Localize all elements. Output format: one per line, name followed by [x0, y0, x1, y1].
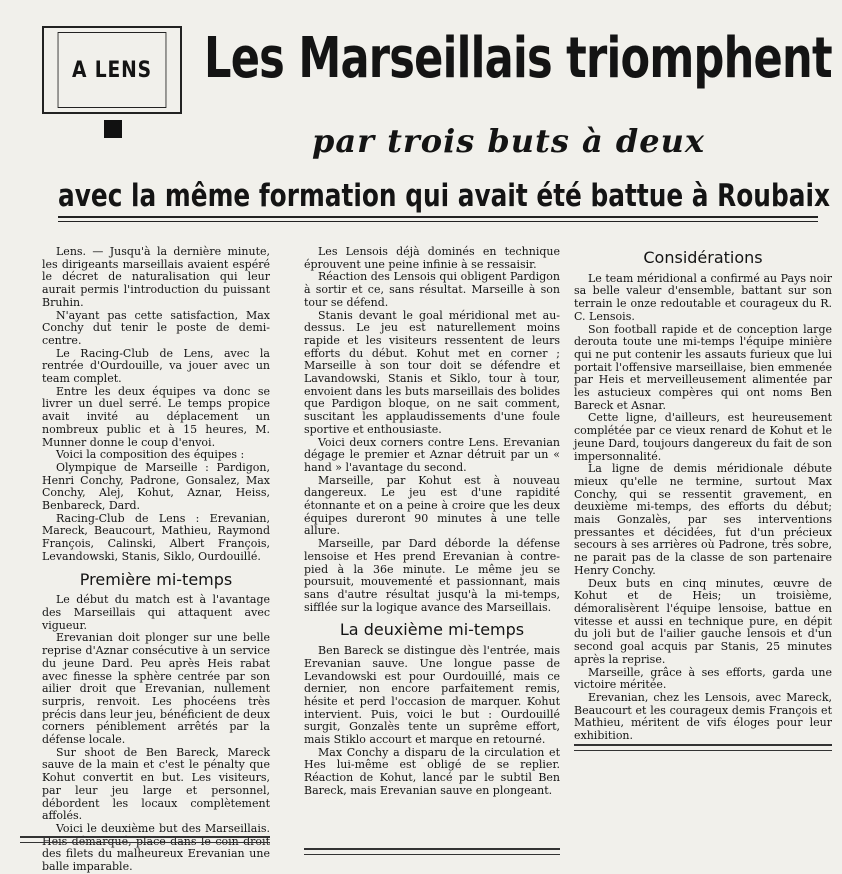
paragraph: Racing-Club de Lens : Erevanian, Mareck, Beaucourt, Mathieu, Raymond François, Calinski, Albert François, Levandowski, Stanis, Siklo, Ourdouillé.: [42, 511, 270, 563]
paragraph: Voici la composition des équipes :: [56, 448, 245, 462]
deck: avec la même formation qui avait été battue à Roubaix: [58, 178, 830, 214]
paragraph: Voici le deuxième but des Marseillais. des filets du malheureux Erevanian une balle imparable.: [42, 821, 270, 874]
paragraph: Voici deux corners contre Lens. Erevanian dégage le premier et Aznar détruit par un « hand » l'avantage du second.: [304, 435, 560, 474]
section-heading: Première mi-temps: [79, 569, 233, 589]
column-1: [42, 246, 270, 874]
column-end-rule: [20, 842, 270, 843]
paragraph: Stanis devant le goal méridional met au-dessus. Le jeu est naturellement moins rapide et les visiteurs ressentent de leurs efforts du début. Kohut met en corner ; Marseille à son tour doit se défendre et Lavandowski, Stanis et Siklo, tour à tour, envoient dans les buts marseillais des bolides que Pardigon bloque, on ne sait comment, suscitant les applaudissements d'une foule sportive et enthousiaste.: [304, 308, 560, 436]
paragraph: Erevanian, chez les Lensois, avec Mareck, Beaucourt et les courageux demis François et Mathieu, méritent de vifs éloges pour leur exhibition.: [574, 690, 832, 743]
paragraph: Olympique de Marseille : Pardigon, Henri Conchy, Padrone, Gonsalez, Max Conchy, Alej, Kohut, Aznar, Heiss, Benbareck, Dard.: [42, 460, 270, 513]
deck-rule-thin: [58, 221, 818, 222]
paragraph: Marseille, par Dard déborde la défense lensoise et Hes prend Erevanian à contre-pied à la 36e minute. Le même jeu se poursuit, mouvementé et passionnant, mais sans d'autre résultat jusqu'à la mi-temps, sifflée sur la logique avance des Marseillais.: [304, 537, 560, 614]
kicker-label: A LENS: [58, 32, 167, 108]
paragraph: Lens. — Jusqu'à la dernière minute, les dirigeants marseillais avaient espéré le décret de naturalisation qui leur aurait permis l'introduction du puissant Bruhin.: [42, 245, 270, 309]
paragraph: Réaction des Lensois qui obligent Pardigon à sortir et ce, sans résultat. Marseille à son tour se défend.: [304, 270, 560, 309]
paragraph: Erevanian doit plonger sur une belle reprise d'Aznar consécutive à un service du jeune Dard. Peu après Heis rabat avec finesse la sphère centrée par son ailier droit que Erevanian, nullement surpris, renvoit. Les phocéens très précis dans leur jeu, bénéficient de deux corners péniblement arrêtés par la défense locale.: [42, 631, 270, 747]
section-heading: Considérations: [643, 248, 763, 267]
paragraph: Marseille, par Kohut est à nouveau dangereux. Le jeu est d'une rapidité étonnante et on a peine à croire que les deux équipes dureront 90 minutes à une telle allure.: [304, 473, 560, 538]
column-end-rule: [304, 848, 560, 850]
column-end-rule: [304, 854, 560, 855]
paragraph: Entre les deux équipes va donc se livrer un duel serré. Le temps propice avait invité au déplacement un nombreux public et à 15 heures, M. Munner donne le coup d'envoi.: [42, 384, 270, 449]
headline: Les Marseillais triomphent: [204, 26, 832, 91]
section-heading: La deuxième mi-temps: [339, 620, 525, 640]
paragraph: N'ayant pas cette satisfaction, Max Conchy dut tenir le poste de demi-centre.: [42, 308, 270, 347]
paragraph: Son football rapide et de conception large derouta toute une mi-temps l'équipe minière qui ne put contenir les assauts furieux que lui portait l'offensive marseillaise, bien emmenée par Heis et merveilleusement alimentée par les astucieux compères qui ont noms Ben Bareck et Asnar.: [574, 322, 832, 412]
column-2: [304, 246, 560, 798]
paragraph: Marseille, grâce à ses efforts, garda une victoire méritée.: [574, 665, 832, 692]
paragraph: Les Lensois déjà dominés en technique éprouvent une peine infinie à se ressaisir.: [304, 245, 560, 271]
deck-rule: [58, 216, 818, 218]
paragraph: Deux buts en cinq minutes, œuvre de Kohut et de Heis; un troisième, démoralisèrent l'équipe lensoise, battue en vitesse et aussi en technique pure, en dépit du joli but de l'ailier gauche lensois et d'un second goal acquis par Stanis, 25 minutes après la reprise.: [574, 576, 832, 666]
paragraph: Le début du match est à l'avantage des Marseillais qui attaquent avec vigueur.: [42, 593, 270, 632]
paragraph: Max Conchy a disparu de la circulation et Hes lui-même est obligé de se replier. Réaction de Kohut, lancé par le subtil Ben Bareck, mais Erevanian sauve en plongeant.: [304, 745, 560, 797]
kicker-frame: [42, 26, 182, 114]
paragraph: Le Racing-Club de Lens, avec la rentrée d'Ourdouille, va jouer avec un team complet.: [42, 346, 270, 386]
subheadline: par trois buts à deux: [312, 122, 705, 160]
paragraph: Le team méridional a confirmé au Pays noir sa belle valeur d'ensemble, battant sur son terrain le onze redoutable et courageux du R. C. Lensois.: [574, 271, 832, 323]
paragraph: La ligne de demis méridionale débute mieux qu'elle ne termine, surtout Max Conchy, qui se ressentit gravement, en deuxième mi-temps, des efforts du début; mais Gonzalès, par ses interventions pressantes et décidées, fut d'un précieux secours à ses arrières où Padrone, très sobre, ne parait pas de la classe de son partenaire Henry Conchy.: [574, 462, 832, 577]
square-bullet-icon: [104, 120, 122, 138]
paragraph: Cette ligne, d'ailleurs, est heureusement complétée par ce vieux renard de Kohut et le jeune Dard, toujours dangereux du fait de son impersonnalité.: [574, 411, 832, 463]
column-3: [574, 248, 832, 743]
column-end-rule: [20, 836, 270, 838]
column-end-rule: [574, 744, 832, 746]
column-end-rule: [574, 750, 832, 751]
paragraph: Sur shoot de Ben Bareck, Mareck sauve de la main et c'est le pénalty que Kohut convertit en but. Les visiteurs, par leur jeu large et personnel, débordent les locaux complètement affolés.: [42, 745, 270, 823]
paragraph: Ben Bareck se distingue dès l'entrée, mais Erevanian sauve. Une longue passe de Levandowski est pour Ourdouillé, mais ce dernier, non encore parfaitement remis, hésite et perd l'occasion de marquer. Kohut intervient. Puis, voici le but : Ourdouillé surgit, Gonzalès tente un suprême effort, mais Stiklo accourt et marque en retourné.: [304, 644, 560, 747]
